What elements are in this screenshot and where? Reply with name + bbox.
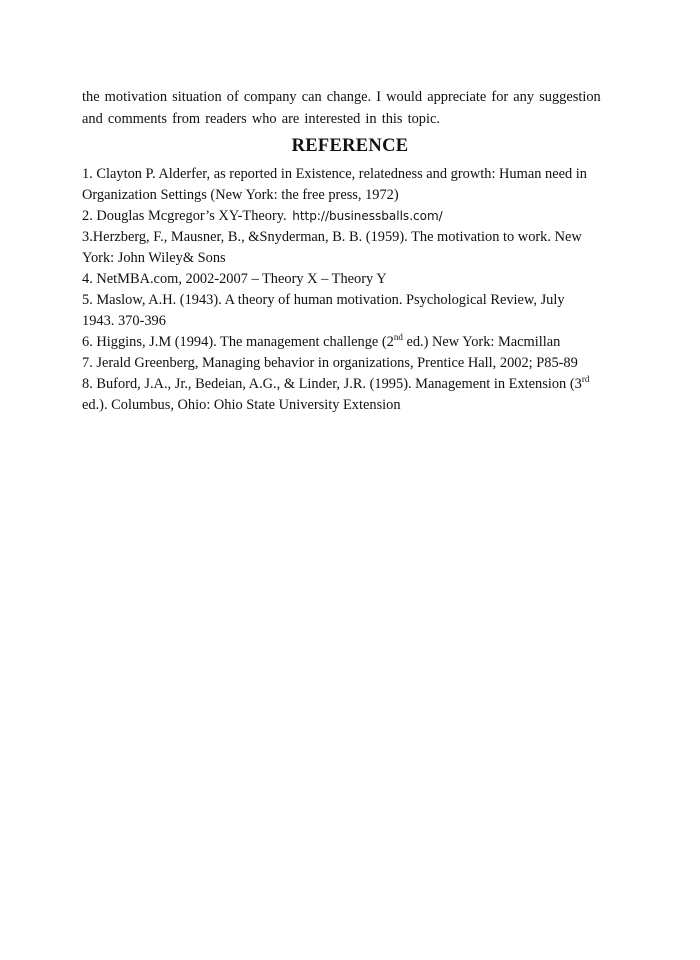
reference-item-8 xyxy=(82,374,618,416)
reference-2-text: 2. Douglas Mcgregor’s XY-Theory. xyxy=(82,208,287,224)
reference-item-7 xyxy=(82,353,618,374)
reference-6-before: 6. Higgins, J.M (1994). The management challenge (2 xyxy=(82,334,394,350)
reference-8-before: 8. Buford, J.A., Jr., Bedeian, A.G., & Linder, J.R. (1995). Management in Extension (3 xyxy=(82,376,582,392)
reference-item-5 xyxy=(82,290,618,332)
intro-line-1: the motivation situation of company can change. I would appreciate for any suggestion xyxy=(82,89,601,105)
reference-item-2 xyxy=(82,206,618,227)
reference-1-line-2: Organization Settings (New York: the free press, 1972) xyxy=(82,187,399,203)
document-content xyxy=(82,86,618,416)
reference-item-3 xyxy=(82,227,618,269)
reference-3-line-2: York: John Wiley& Sons xyxy=(82,250,226,266)
reference-heading: REFERENCE xyxy=(291,136,409,156)
reference-8-superscript: rd xyxy=(581,374,590,385)
reference-item-4 xyxy=(82,269,618,290)
reference-8-line-2: ed.). Columbus, Ohio: Ohio State University Extension xyxy=(82,397,401,413)
reference-3-line-1: 3.Herzberg, F., Mausner, B., &Snyderman, B. B. (1959). The motivation to work. New xyxy=(82,229,582,245)
reference-list xyxy=(82,164,618,416)
reference-2-url: http://businessballs.com/ xyxy=(292,209,443,223)
reference-6-after: ed.) New York: Macmillan xyxy=(402,334,561,350)
reference-6-superscript: nd xyxy=(393,332,403,343)
reference-item-1 xyxy=(82,164,618,206)
reference-7-text: 7. Jerald Greenberg, Managing behavior in organizations, Prentice Hall, 2002; P85-89 xyxy=(82,355,578,371)
reference-item-6 xyxy=(82,332,618,353)
intro-line-2: and comments from readers who are interested in this topic. xyxy=(82,111,440,127)
reference-5-line-1: 5. Maslow, A.H. (1943). A theory of human motivation. Psychological Review, July xyxy=(82,292,565,308)
reference-5-line-2: 1943. 370-396 xyxy=(82,313,166,329)
intro-paragraph xyxy=(82,86,618,130)
reference-1-line-1: 1. Clayton P. Alderfer, as reported in Existence, relatedness and growth: Human need in xyxy=(82,166,587,182)
reference-4-text: 4. NetMBA.com, 2002-2007 – Theory X – Theory Y xyxy=(82,271,387,287)
